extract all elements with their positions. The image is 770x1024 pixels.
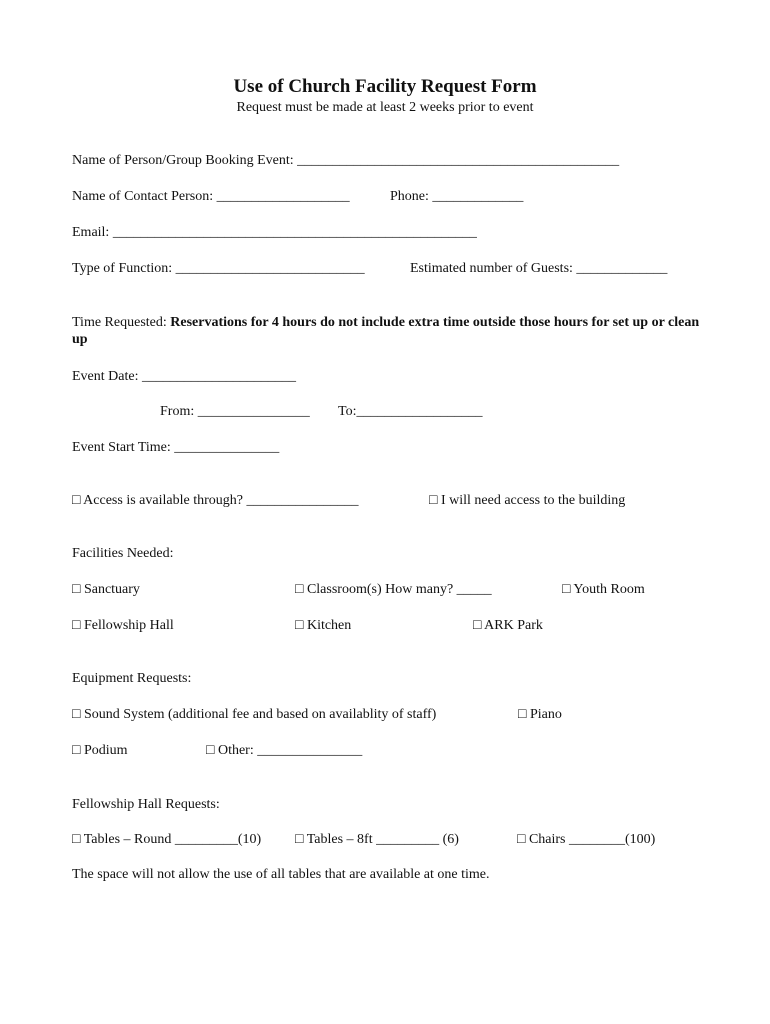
tables-round-checkbox[interactable]: □ Tables – Round _________(10) — [72, 832, 262, 847]
guests-field[interactable]: Estimated number of Guests: _____________ — [410, 261, 668, 276]
piano-checkbox[interactable]: □ Piano — [518, 707, 562, 722]
equipment-heading: Equipment Requests: — [72, 671, 192, 686]
kitchen-checkbox[interactable]: □ Kitchen — [295, 618, 352, 633]
need-access-checkbox[interactable]: □ I will need access to the building — [429, 493, 626, 508]
to-field[interactable]: To:__________________ — [338, 404, 483, 419]
ark-park-checkbox[interactable]: □ ARK Park — [473, 618, 543, 633]
function-type-field[interactable]: Type of Function: ___________________________ — [72, 261, 365, 276]
youth-room-checkbox[interactable]: □ Youth Room — [562, 582, 645, 597]
tables-8ft-checkbox[interactable]: □ Tables – 8ft _________ (6) — [295, 832, 459, 847]
facilities-heading: Facilities Needed: — [72, 546, 174, 561]
other-checkbox[interactable]: □ Other: _______________ — [206, 743, 363, 758]
time-requested-note: Reservations for 4 hours do not include extra time outside those hours for set up or clean up — [72, 315, 700, 347]
podium-checkbox[interactable]: □ Podium — [72, 743, 128, 758]
form-subtitle: Request must be made at least 2 weeks prior to event — [236, 100, 534, 115]
time-requested — [72, 314, 702, 348]
booking-name-field[interactable]: Name of Person/Group Booking Event: ______________________________________________ — [72, 153, 620, 168]
fellowship-note: The space will not allow the use of all tables that are available at one time. — [72, 867, 490, 882]
classrooms-checkbox[interactable]: □ Classroom(s) How many? _____ — [295, 582, 492, 597]
contact-person-field[interactable]: Name of Contact Person: ___________________ — [72, 189, 350, 204]
start-time-field[interactable]: Event Start Time: _______________ — [72, 440, 280, 455]
sanctuary-checkbox[interactable]: □ Sanctuary — [72, 582, 140, 597]
phone-field[interactable]: Phone: _____________ — [390, 189, 524, 204]
event-date-field[interactable]: Event Date: ______________________ — [72, 369, 296, 384]
chairs-checkbox[interactable]: □ Chairs ________(100) — [517, 832, 656, 847]
sound-system-checkbox[interactable]: □ Sound System (additional fee and based on availablity of staff) — [72, 707, 437, 722]
email-field[interactable]: Email: ____________________________________________________ — [72, 225, 477, 240]
from-field[interactable]: From: ________________ — [160, 404, 310, 419]
fellowship-hall-checkbox[interactable]: □ Fellowship Hall — [72, 618, 174, 633]
access-through-checkbox[interactable]: □ Access is available through? ________________ — [72, 493, 359, 508]
time-requested-label: Time Requested: — [72, 315, 171, 330]
form-title: Use of Church Facility Request Form — [233, 76, 537, 97]
fellowship-heading: Fellowship Hall Requests: — [72, 797, 220, 812]
